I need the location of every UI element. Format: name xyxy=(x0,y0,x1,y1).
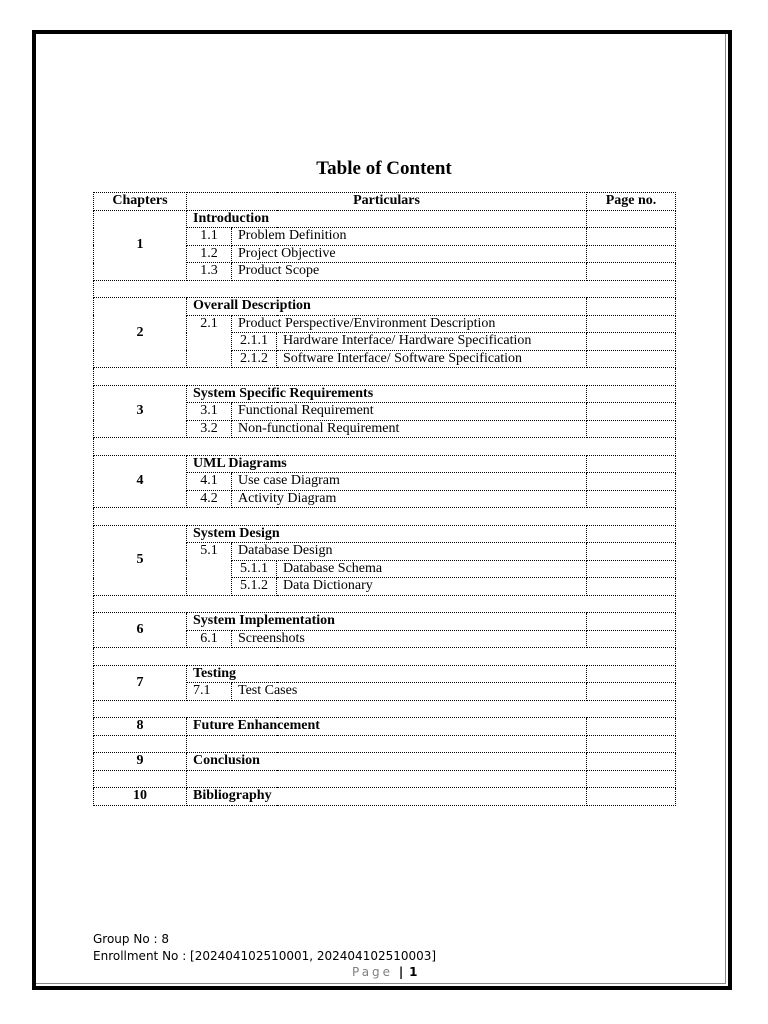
section-number: 5.1 xyxy=(187,543,232,596)
page-cell xyxy=(587,525,676,543)
page-separator: | xyxy=(398,965,404,979)
chapter-title: Testing xyxy=(187,665,587,683)
page-cell xyxy=(587,718,676,736)
chapter-number: 1 xyxy=(94,210,187,280)
page-cell xyxy=(587,245,676,263)
section-label: Product Perspective/Environment Description xyxy=(232,315,587,333)
header-chapters: Chapters xyxy=(94,193,187,211)
spacer-row xyxy=(94,508,676,526)
page-cell xyxy=(587,385,676,403)
spacer-row xyxy=(94,595,676,613)
subsection-number: 2.1.1 xyxy=(232,333,277,351)
page-cell xyxy=(587,350,676,368)
table-row xyxy=(94,753,676,771)
chapter-title: UML Diagrams xyxy=(187,455,587,473)
page-cell xyxy=(587,210,676,228)
table-header-row xyxy=(94,193,676,211)
page-cell xyxy=(587,333,676,351)
page-cell xyxy=(587,630,676,648)
page-cell xyxy=(587,263,676,281)
section-label: Activity Diagram xyxy=(232,490,587,508)
header-particulars: Particulars xyxy=(187,193,587,211)
page-cell xyxy=(587,228,676,246)
section-label: Screenshots xyxy=(232,630,587,648)
table-row xyxy=(94,455,676,473)
subsection-label: Database Schema xyxy=(277,560,587,578)
chapter-number: 6 xyxy=(94,613,187,648)
section-label: Problem Definition xyxy=(232,228,587,246)
page-cell xyxy=(587,298,676,316)
footer-group-number: Group No : 8 xyxy=(93,932,169,946)
subsection-label: Data Dictionary xyxy=(277,578,587,596)
table-row xyxy=(94,613,676,631)
toc-table xyxy=(93,192,676,806)
page-cell xyxy=(587,665,676,683)
page-cell xyxy=(587,490,676,508)
table-row xyxy=(94,718,676,736)
spacer-row xyxy=(94,735,676,753)
chapter-number: 7 xyxy=(94,665,187,700)
spacer-row xyxy=(94,368,676,386)
section-label: Product Scope xyxy=(232,263,587,281)
page-cell xyxy=(587,455,676,473)
chapter-number: 4 xyxy=(94,455,187,508)
spacer-row xyxy=(94,770,676,788)
chapter-title: Introduction xyxy=(187,210,587,228)
section-label: Non-functional Requirement xyxy=(232,420,587,438)
section-number: 1.1 xyxy=(187,228,232,246)
page-number-value: 1 xyxy=(409,965,418,979)
section-number: 3.1 xyxy=(187,403,232,421)
chapter-number: 3 xyxy=(94,385,187,438)
section-label: Functional Requirement xyxy=(232,403,587,421)
page-cell xyxy=(587,543,676,561)
chapter-title: System Specific Requirements xyxy=(187,385,587,403)
page-cell xyxy=(587,578,676,596)
spacer-row xyxy=(94,648,676,666)
page-label: Page xyxy=(352,965,394,979)
chapter-number: 10 xyxy=(94,788,187,806)
page-cell xyxy=(587,420,676,438)
table-row xyxy=(94,665,676,683)
section-number: 4.1 xyxy=(187,473,232,491)
section-number: 2.1 xyxy=(187,315,232,368)
chapter-title: System Implementation xyxy=(187,613,587,631)
chapter-title: Conclusion xyxy=(187,753,587,771)
page-cell xyxy=(587,473,676,491)
chapter-title: Bibliography xyxy=(187,788,587,806)
subsection-label: Hardware Interface/ Hardware Specification xyxy=(277,333,587,351)
header-page-no: Page no. xyxy=(587,193,676,211)
table-row xyxy=(94,385,676,403)
page-cell xyxy=(587,788,676,806)
page-cell xyxy=(587,753,676,771)
page-cell xyxy=(587,613,676,631)
section-number: 4.2 xyxy=(187,490,232,508)
chapter-number: 5 xyxy=(94,525,187,595)
chapter-title: Future Enhancement xyxy=(187,718,587,736)
subsection-number: 5.1.2 xyxy=(232,578,277,596)
chapter-number: 2 xyxy=(94,298,187,368)
subsection-number: 2.1.2 xyxy=(232,350,277,368)
page-cell xyxy=(587,315,676,333)
page-cell xyxy=(587,560,676,578)
spacer-row xyxy=(94,438,676,456)
table-row xyxy=(94,210,676,228)
chapter-number: 8 xyxy=(94,718,187,736)
section-label: Use case Diagram xyxy=(232,473,587,491)
page-title: Table of Content xyxy=(316,158,452,179)
table-row xyxy=(94,788,676,806)
table-row xyxy=(94,298,676,316)
chapter-title: System Design xyxy=(187,525,587,543)
chapter-number: 9 xyxy=(94,753,187,771)
table-row xyxy=(94,525,676,543)
section-number: 6.1 xyxy=(187,630,232,648)
section-number: 7.1 xyxy=(187,683,232,701)
section-number: 3.2 xyxy=(187,420,232,438)
section-number: 1.2 xyxy=(187,245,232,263)
page-cell xyxy=(587,403,676,421)
page-number xyxy=(352,965,417,979)
spacer-row xyxy=(94,700,676,718)
page-cell xyxy=(587,683,676,701)
section-label: Test Cases xyxy=(232,683,587,701)
section-label: Project Objective xyxy=(232,245,587,263)
section-number: 1.3 xyxy=(187,263,232,281)
subsection-number: 5.1.1 xyxy=(232,560,277,578)
subsection-label: Software Interface/ Software Specification xyxy=(277,350,587,368)
section-label: Database Design xyxy=(232,543,587,561)
footer-enrollment: Enrollment No : [202404102510001, 202404102510003] xyxy=(93,949,437,963)
chapter-title: Overall Description xyxy=(187,298,587,316)
spacer-row xyxy=(94,280,676,298)
